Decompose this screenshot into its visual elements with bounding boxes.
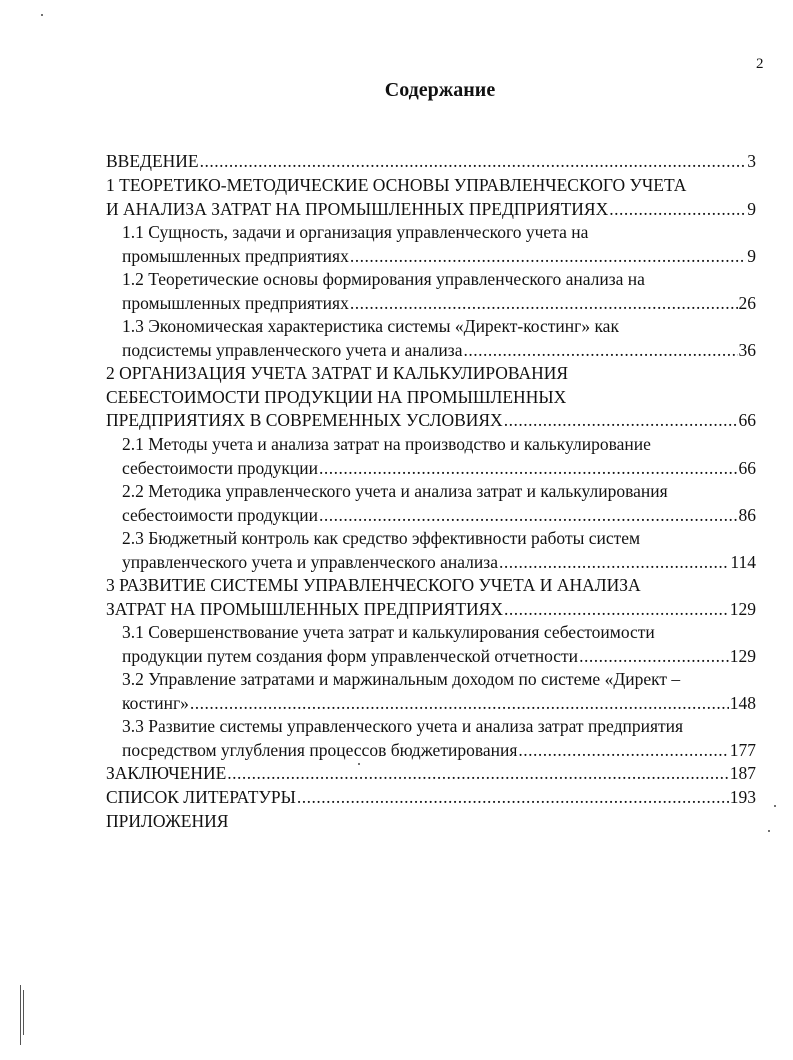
dot-leader <box>319 457 738 481</box>
scan-edge-mark <box>20 985 21 1045</box>
toc-entry-last-line <box>122 504 756 528</box>
dot-leader <box>504 409 738 433</box>
toc-entry-page-number: 177 <box>729 739 756 760</box>
scan-edge-mark <box>23 990 24 1035</box>
toc-entry-last-line <box>106 762 756 786</box>
toc-entry-title-line: 1 ТЕОРЕТИКО-МЕТОДИЧЕСКИЕ ОСНОВЫ УПРАВЛЕНЧЕСКОГО УЧЕТА <box>106 175 687 195</box>
page-title: Содержание <box>384 79 496 101</box>
toc-entry-title-line: СПИСОК ЛИТЕРАТУРЫ <box>106 787 296 807</box>
scan-speck <box>358 763 360 765</box>
toc-entry-last-line <box>106 150 756 174</box>
scan-speck <box>41 14 43 16</box>
toc-entry <box>106 762 756 786</box>
toc-entry-last-line <box>122 457 756 481</box>
toc-entry-title-line: подсистемы управленческого учета и анализа <box>122 339 463 360</box>
scan-speck <box>774 805 776 807</box>
dot-leader <box>319 504 738 528</box>
toc-entry <box>106 810 756 834</box>
toc-entry-title-line: 3.1 Совершенствование учета затрат и калькулирования себестоимости <box>122 622 655 642</box>
toc-entry-page-number: 187 <box>729 763 756 783</box>
toc-entry <box>122 715 756 762</box>
toc-entry-page-number: 148 <box>729 692 756 713</box>
dot-leader <box>504 598 729 622</box>
toc-entry-title-line: управленческого учета и управленческого анализа <box>122 551 498 572</box>
dot-leader <box>499 551 729 575</box>
dot-leader <box>200 150 747 174</box>
dot-leader <box>609 198 746 222</box>
toc-entry-page-number: 193 <box>729 787 756 807</box>
toc-entry-page-number: 9 <box>747 245 756 266</box>
toc-entry-last-line <box>106 598 756 622</box>
toc-entry-title-line: СЕБЕСТОИМОСТИ ПРОДУКЦИИ НА ПРОМЫШЛЕННЫХ <box>106 386 567 407</box>
toc-entry-title-line: ПРЕДПРИЯТИЯХ В СОВРЕМЕННЫХ УСЛОВИЯХ <box>106 410 503 431</box>
toc-entry-title-line: 1.2 Теоретические основы формирования управленческого анализа на <box>122 269 645 289</box>
toc-entry-last-line <box>122 739 756 763</box>
toc-entry-title-line: 3.2 Управление затратами и маржинальным доходом по системе «Директ – <box>122 669 681 689</box>
toc-entry-title-line: костинг» <box>122 692 189 713</box>
toc-entry-last-line <box>122 551 756 575</box>
dot-leader <box>227 762 728 786</box>
toc-entry-title-line: ВВЕДЕНИЕ <box>106 151 199 171</box>
toc-entry-last-line <box>106 409 756 433</box>
toc-entry <box>122 315 756 362</box>
toc-entry-title-line: 1.1 Сущность, задачи и организация управленческого учета на <box>122 222 589 242</box>
toc-entry <box>122 621 756 668</box>
toc-entry-title-line: 2.3 Бюджетный контроль как средство эффективности работы систем <box>122 528 641 548</box>
toc-entry-page-number: 114 <box>730 551 756 572</box>
toc-entry-title-line: посредством углубления процессов бюджетирования <box>122 739 518 760</box>
toc-entry-title-line: 2.2 Методика управленческого учета и анализа затрат и калькулирования <box>122 481 668 501</box>
dot-leader <box>190 692 729 716</box>
toc-entry <box>106 150 756 174</box>
toc-entry-page-number: 66 <box>738 457 756 478</box>
scan-speck <box>768 830 770 832</box>
toc-entry-title-line: ЗАТРАТ НА ПРОМЫШЛЕННЫХ ПРЕДПРИЯТИЯХ <box>106 598 503 619</box>
toc-entry-title-line: И АНАЛИЗА ЗАТРАТ НА ПРОМЫШЛЕННЫХ ПРЕДПРИЯТИЯХ <box>106 198 609 219</box>
toc-entry-title-line: ЗАКЛЮЧЕНИЕ <box>106 763 227 783</box>
toc-entry <box>122 433 756 480</box>
toc-entry-title-line: 3.3 Развитие системы управленческого учета и анализа затрат предприятия <box>122 716 684 736</box>
toc-entry-page-number: 26 <box>738 292 756 313</box>
dot-leader <box>463 339 737 363</box>
toc-entry-title-line: продукции путем создания форм управленческой отчетности <box>122 645 579 666</box>
toc-entry-page-number: 9 <box>747 198 756 219</box>
toc-entry <box>122 268 756 315</box>
dot-leader <box>579 645 729 669</box>
toc-entry-last-line <box>122 645 756 669</box>
toc-entry <box>122 480 756 527</box>
toc-entry-page-number: 36 <box>738 339 756 360</box>
toc-entry-title-line: 3 РАЗВИТИЕ СИСТЕМЫ УПРАВЛЕНЧЕСКОГО УЧЕТА И АНАЛИЗА <box>106 575 641 595</box>
toc-entry <box>122 668 756 715</box>
toc-entry-title-line: ПРИЛОЖЕНИЯ <box>106 811 229 831</box>
toc-entry <box>106 362 756 433</box>
toc-entry-last-line <box>122 692 756 716</box>
toc-entry-page-number: 3 <box>747 151 756 171</box>
toc-entry-title-line: 2.1 Методы учета и анализа затрат на производство и калькулирование <box>122 434 651 454</box>
toc-entry-page-number: 86 <box>738 504 756 525</box>
dot-leader <box>518 739 728 763</box>
toc-entry-last-line <box>122 292 756 316</box>
toc-entry <box>122 527 756 574</box>
toc-entry-page-number: 129 <box>729 645 756 666</box>
dot-leader <box>297 786 729 810</box>
toc-entry-last-line <box>106 810 756 834</box>
toc-entry <box>106 174 756 221</box>
toc-entry-title-line: себестоимости продукции <box>122 504 318 525</box>
page-number: 2 <box>756 56 764 72</box>
toc-entry-title-line: 1.3 Экономическая характеристика системы «Директ-костинг» как <box>122 316 619 336</box>
toc-entry-title-line: 2 ОРГАНИЗАЦИЯ УЧЕТА ЗАТРАТ И КАЛЬКУЛИРОВАНИЯ <box>106 363 569 383</box>
toc-entry <box>122 221 756 268</box>
toc-entry-title-line: себестоимости продукции <box>122 457 318 478</box>
toc-entry-title-line: промышленных предприятиях <box>122 292 349 313</box>
toc-entry <box>106 786 756 810</box>
toc-entry <box>106 574 756 621</box>
toc-entry-last-line <box>122 245 756 269</box>
dot-leader <box>350 292 738 316</box>
toc-entry-last-line <box>106 198 756 222</box>
toc-entry-last-line <box>106 786 756 810</box>
toc-entry-page-number: 129 <box>729 598 756 619</box>
dot-leader <box>350 245 746 269</box>
toc-entry-page-number: 66 <box>738 410 756 431</box>
toc-entry-last-line <box>122 339 756 363</box>
toc-entry-title-line: промышленных предприятиях <box>122 245 349 266</box>
